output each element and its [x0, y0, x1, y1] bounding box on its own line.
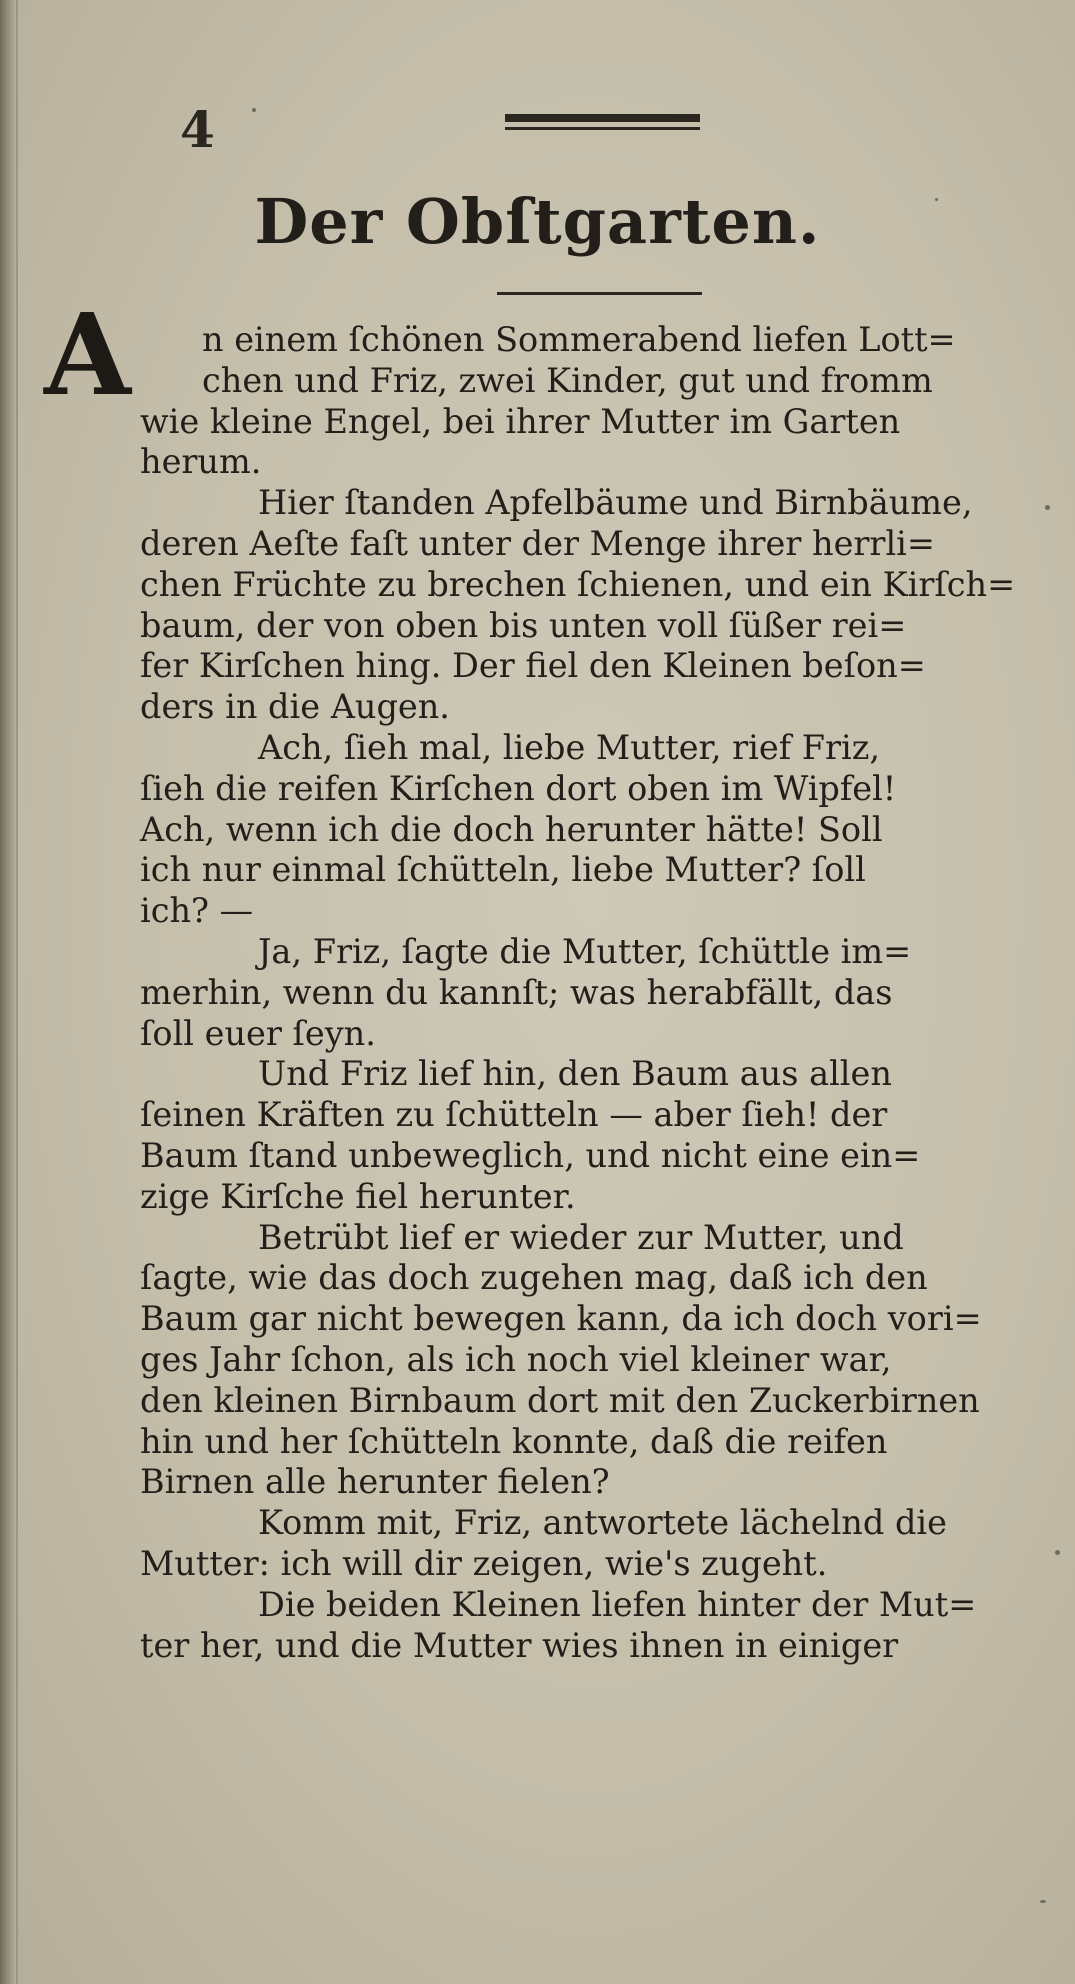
paper-speck — [1055, 1550, 1060, 1555]
text-line: fer Kirſchen hing. Der fiel den Kleinen beſon= — [140, 646, 926, 686]
text-line: Betrübt lief er wieder zur Mutter, und — [258, 1217, 904, 1257]
text-line: Hier ſtanden Apfelbäume und Birnbäume, — [258, 483, 973, 523]
paper-speck — [935, 198, 938, 201]
text-line: deren Aeſte faſt unter der Menge ihrer herrli= — [140, 523, 935, 563]
text-line: ders in die Augen. — [140, 687, 450, 727]
text-line: ich nur einmal ſchütteln, liebe Mutter? ſoll — [140, 850, 866, 890]
text-line: herum. — [140, 442, 262, 482]
text-line: ter her, und die Mutter wies ihnen in einiger — [140, 1625, 899, 1665]
drop-cap: A — [44, 290, 131, 421]
paper-speck — [1045, 505, 1050, 510]
text-line: zige Kirſche fiel herunter. — [140, 1176, 576, 1216]
text-line: den kleinen Birnbaum dort mit den Zuckerbirnen — [140, 1380, 980, 1420]
text-line: Birnen alle herunter fielen? — [140, 1462, 610, 1502]
text-line: Baum gar nicht bewegen kann, da ich doch vori= — [140, 1299, 982, 1339]
text-line: Ja, Friz, ſagte die Mutter, ſchüttle im= — [258, 931, 912, 971]
text-line: Mutter: ich will dir zeigen, wie's zugeht. — [140, 1543, 828, 1583]
text-line: ſeinen Kräften zu ſchütteln — aber ſieh! der — [140, 1095, 888, 1135]
text-line: merhin, wenn du kannſt; was herabfällt, das — [140, 972, 893, 1012]
text-line: ſieh die reifen Kirſchen dort oben im Wipfel! — [140, 768, 897, 808]
text-line: Ach, wenn ich die doch herunter hätte! Soll — [140, 809, 883, 849]
text-line: n einem ſchönen Sommerabend liefen Lott= — [202, 320, 956, 359]
text-line: ſoll euer ſeyn. — [140, 1013, 376, 1053]
title-underline-rule — [497, 292, 702, 295]
text-line: chen und Friz, zwei Kinder, gut und fromm — [202, 360, 933, 400]
text-line: ſagte, wie das doch zugehen mag, daß ich den — [140, 1258, 928, 1298]
header-rule-thin — [505, 127, 700, 130]
text-line: Die beiden Kleinen liefen hinter der Mut= — [258, 1584, 977, 1624]
paper-speck — [1040, 1900, 1046, 1903]
text-line: Baum ſtand unbeweglich, und nicht eine ein= — [140, 1135, 921, 1175]
text-line: ges Jahr ſchon, als ich noch viel kleiner war, — [140, 1339, 892, 1379]
text-line: Und Friz lief hin, den Baum aus allen — [258, 1054, 892, 1094]
text-line: Ach, ſieh mal, liebe Mutter, rief Friz, — [258, 727, 881, 767]
chapter-title: Der Obſtgarten. — [254, 185, 821, 258]
text-line: chen Früchte zu brechen ſchienen, und ein Kirſch= — [140, 564, 1016, 604]
text-line: hin und her ſchütteln konnte, daß die reifen — [140, 1421, 888, 1461]
page-number: 4 — [180, 100, 215, 159]
paper-speck — [252, 108, 256, 112]
page-binding-rule — [16, 0, 18, 1984]
text-line: wie kleine Engel, bei ihrer Mutter im Garten — [140, 401, 901, 441]
text-line: baum, der von oben bis unten voll ſüßer rei= — [140, 605, 907, 645]
text-line: ich? — — [140, 891, 254, 931]
header-rule-thick — [505, 114, 700, 122]
text-line: Komm mit, Friz, antwortete lächelnd die — [258, 1503, 947, 1543]
body-text — [140, 320, 1045, 1666]
page-binding-edge — [0, 0, 16, 1984]
